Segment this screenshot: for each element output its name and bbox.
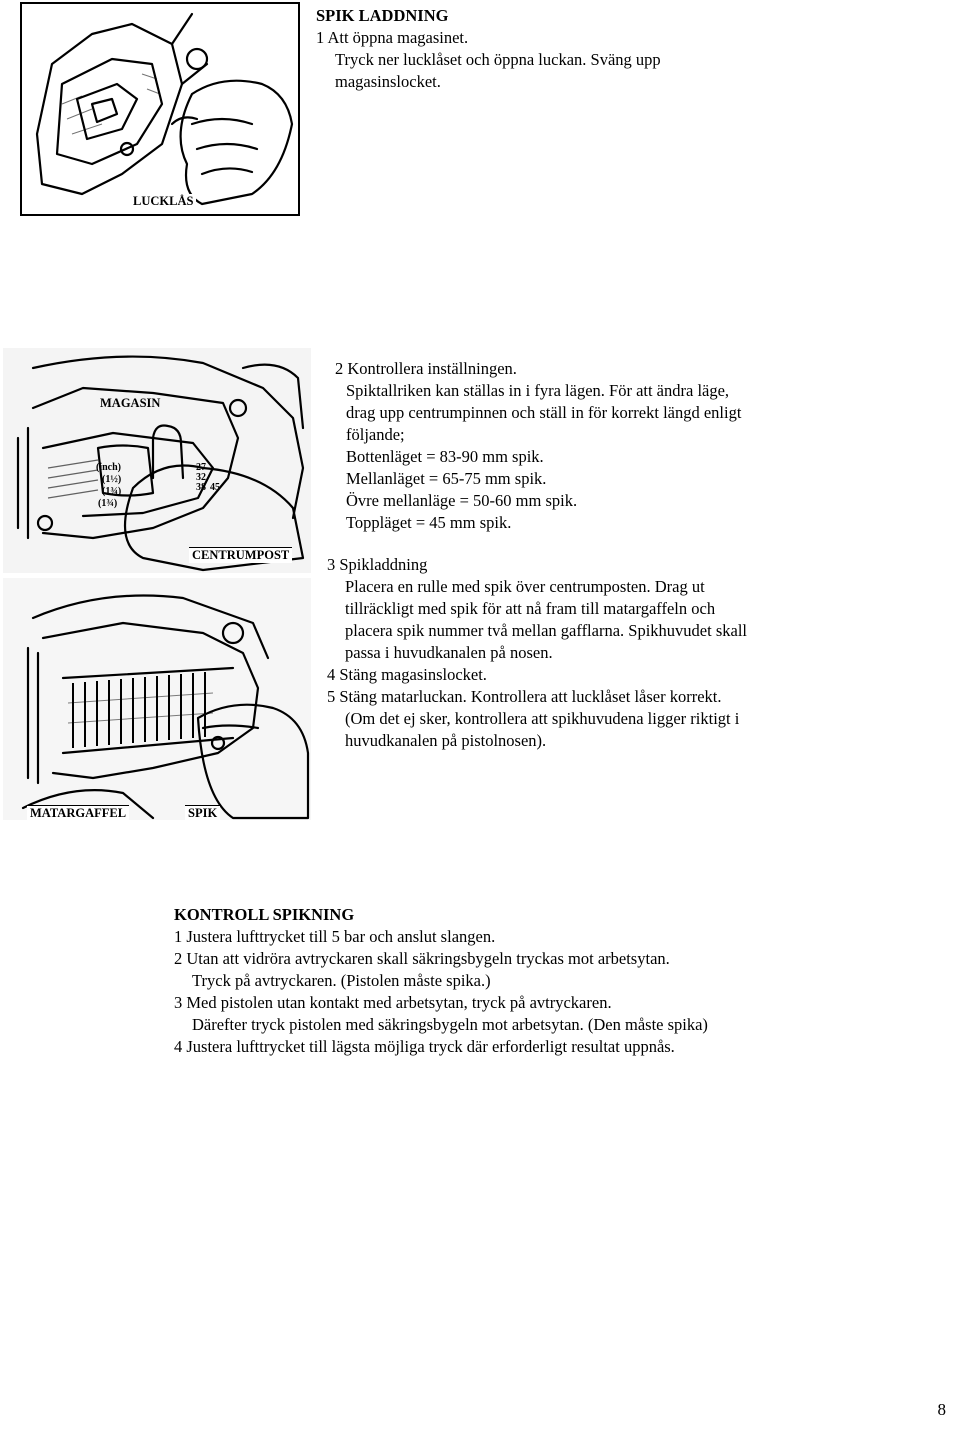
step2-line: följande; [346,425,405,444]
scale-label: 38 [196,482,206,493]
label-spik: SPIK [185,805,220,821]
step5-line: huvudkanalen på pistolnosen). [345,731,547,750]
scale-label: (inch) [96,462,121,473]
check-line: Därefter tryck pistolen med säkringsbygeln mot arbetsytan. (Den måste spika) [192,1015,708,1034]
step2-line: Mellanläget = 65-75 mm spik. [346,469,547,488]
scale-label: 45 [210,482,220,493]
matargaffel-drawing [3,578,311,820]
scale-label: (1¾) [102,486,122,497]
page-number: 8 [937,1400,946,1419]
scale-label: 27 [196,462,206,473]
figure-magasin-illustration [3,348,311,573]
scale-label: 32 [196,472,206,483]
step1-title: 1 Att öppna magasinet. [316,28,469,47]
label-matargaffel: MATARGAFFEL [27,805,129,821]
step3-line: placera spik nummer två mellan gafflarna. Spikhuvudet skall [345,621,747,640]
label-luckls: LUCKLÅS [130,194,196,209]
check-line: 1 Justera lufttrycket till 5 bar och anslut slangen. [174,927,496,946]
step2-line: drag upp centrumpinnen och ställ in för korrekt längd enligt [346,403,742,422]
scale-label: (1½) [102,474,122,485]
step1-line: magasinslocket. [335,72,441,91]
step2-title: 2 Kontrollera inställningen. [335,359,517,378]
magasin-drawing [3,348,311,573]
luckls-drawing [22,4,298,214]
step2-line: Toppläget = 45 mm spik. [346,513,512,532]
section-heading-kontroll-spikning: KONTROLL SPIKNING [174,905,355,924]
step2-line: Spiktallriken kan ställas in i fyra lägen. För att ändra läge, [346,381,730,400]
label-centrumpost: CENTRUMPOST [189,547,292,563]
step3-line: passa i huvudkanalen på nosen. [345,643,553,662]
step2-line: Övre mellanläge = 50-60 mm spik. [346,491,578,510]
step4-text: 4 Stäng magasinslocket. [327,665,487,684]
step3-title: 3 Spikladdning [327,555,428,574]
check-line: 3 Med pistolen utan kontakt med arbetsytan, tryck på avtryckaren. [174,993,612,1012]
check-line: 2 Utan att vidröra avtryckaren skall säkringsbygeln tryckas mot arbetsytan. [174,949,670,968]
check-line: 4 Justera lufttrycket till lägsta möjliga tryck där erforderligt resultat uppnås. [174,1037,675,1056]
section-heading-spik-laddning: SPIK LADDNING [316,6,449,25]
check-line: Tryck på avtryckaren. (Pistolen måste spika.) [192,971,491,990]
label-magasin: MAGASIN [100,396,161,410]
figure-matargaffel-illustration [3,578,311,820]
step5-line: (Om det ej sker, kontrollera att spikhuvudena ligger riktigt i [345,709,740,728]
step5-line: 5 Stäng matarluckan. Kontrollera att lucklåset låser korrekt. [327,687,722,706]
step1-line: Tryck ner lucklåset och öppna luckan. Sväng upp [335,50,661,69]
step3-line: tillräckligt med spik för att nå fram till matargaffeln och [345,599,716,618]
step3-line: Placera en rulle med spik över centrumposten. Drag ut [345,577,705,596]
figure-luckls-illustration [20,2,300,216]
scale-label: (1¾) [98,498,118,509]
step2-line: Bottenläget = 83-90 mm spik. [346,447,544,466]
